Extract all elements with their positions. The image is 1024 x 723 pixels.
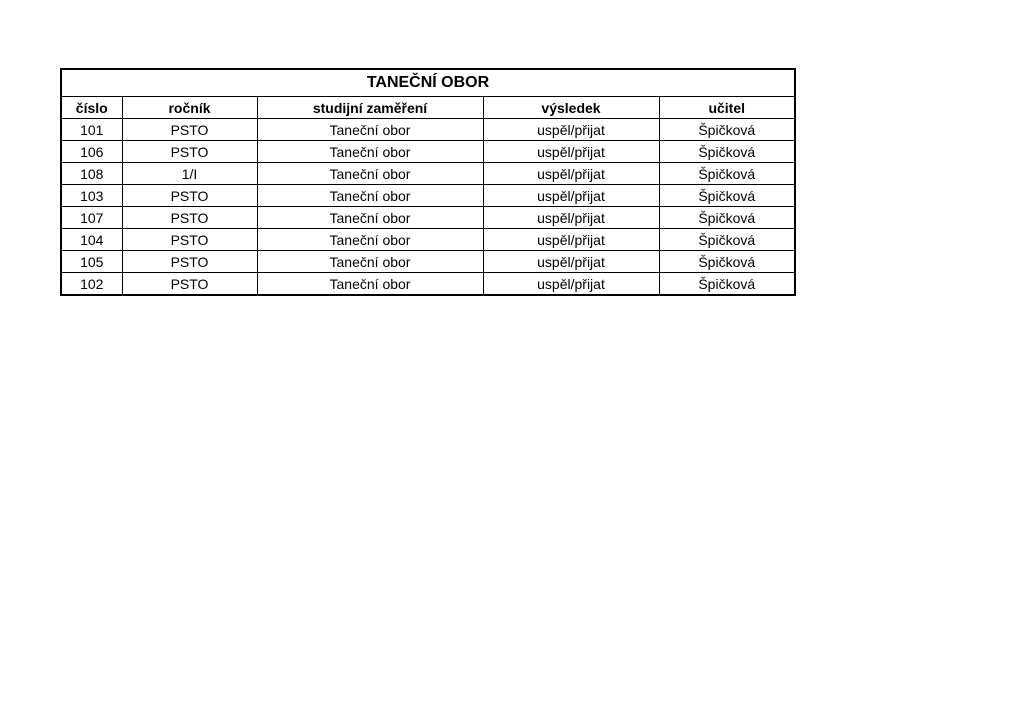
cell-cislo: 107 [61, 207, 122, 229]
cell-studijni-zamereni: Taneční obor [257, 163, 483, 185]
results-table [60, 68, 796, 296]
cell-ucitel: Špičková [659, 251, 795, 273]
cell-cislo: 105 [61, 251, 122, 273]
cell-studijni-zamereni: Taneční obor [257, 141, 483, 163]
cell-studijni-zamereni: Taneční obor [257, 273, 483, 296]
header-ucitel: učitel [659, 97, 795, 119]
cell-ucitel: Špičková [659, 207, 795, 229]
cell-studijni-zamereni: Taneční obor [257, 185, 483, 207]
cell-studijni-zamereni: Taneční obor [257, 251, 483, 273]
cell-vysledek: uspěl/přijat [483, 229, 659, 251]
table-row [61, 141, 795, 163]
cell-cislo: 106 [61, 141, 122, 163]
cell-ucitel: Špičková [659, 141, 795, 163]
cell-rocnik: 1/I [122, 163, 257, 185]
cell-rocnik: PSTO [122, 229, 257, 251]
cell-vysledek: uspěl/přijat [483, 119, 659, 141]
table-row [61, 119, 795, 141]
cell-ucitel: Špičková [659, 119, 795, 141]
table-row [61, 273, 795, 296]
cell-ucitel: Špičková [659, 163, 795, 185]
header-vysledek: výsledek [483, 97, 659, 119]
cell-rocnik: PSTO [122, 251, 257, 273]
cell-ucitel: Špičková [659, 185, 795, 207]
cell-ucitel: Špičková [659, 273, 795, 296]
table-row [61, 207, 795, 229]
cell-rocnik: PSTO [122, 141, 257, 163]
table-row [61, 251, 795, 273]
header-studijni-zamereni: studijní zaměření [257, 97, 483, 119]
cell-cislo: 102 [61, 273, 122, 296]
cell-rocnik: PSTO [122, 207, 257, 229]
cell-vysledek: uspěl/přijat [483, 251, 659, 273]
cell-vysledek: uspěl/přijat [483, 141, 659, 163]
cell-vysledek: uspěl/přijat [483, 207, 659, 229]
cell-studijni-zamereni: Taneční obor [257, 207, 483, 229]
cell-cislo: 101 [61, 119, 122, 141]
table-title: TANEČNÍ OBOR [61, 69, 795, 97]
cell-vysledek: uspěl/přijat [483, 273, 659, 296]
cell-vysledek: uspěl/přijat [483, 185, 659, 207]
cell-ucitel: Špičková [659, 229, 795, 251]
cell-rocnik: PSTO [122, 185, 257, 207]
table-row [61, 185, 795, 207]
cell-vysledek: uspěl/přijat [483, 163, 659, 185]
cell-studijni-zamereni: Taneční obor [257, 229, 483, 251]
table-row [61, 163, 795, 185]
header-rocnik: ročník [122, 97, 257, 119]
cell-rocnik: PSTO [122, 119, 257, 141]
cell-cislo: 104 [61, 229, 122, 251]
header-row [61, 97, 795, 119]
cell-cislo: 103 [61, 185, 122, 207]
cell-cislo: 108 [61, 163, 122, 185]
header-cislo: číslo [61, 97, 122, 119]
table-title-row [61, 69, 795, 97]
cell-rocnik: PSTO [122, 273, 257, 296]
document-sheet [60, 68, 796, 296]
cell-studijni-zamereni: Taneční obor [257, 119, 483, 141]
table-row [61, 229, 795, 251]
